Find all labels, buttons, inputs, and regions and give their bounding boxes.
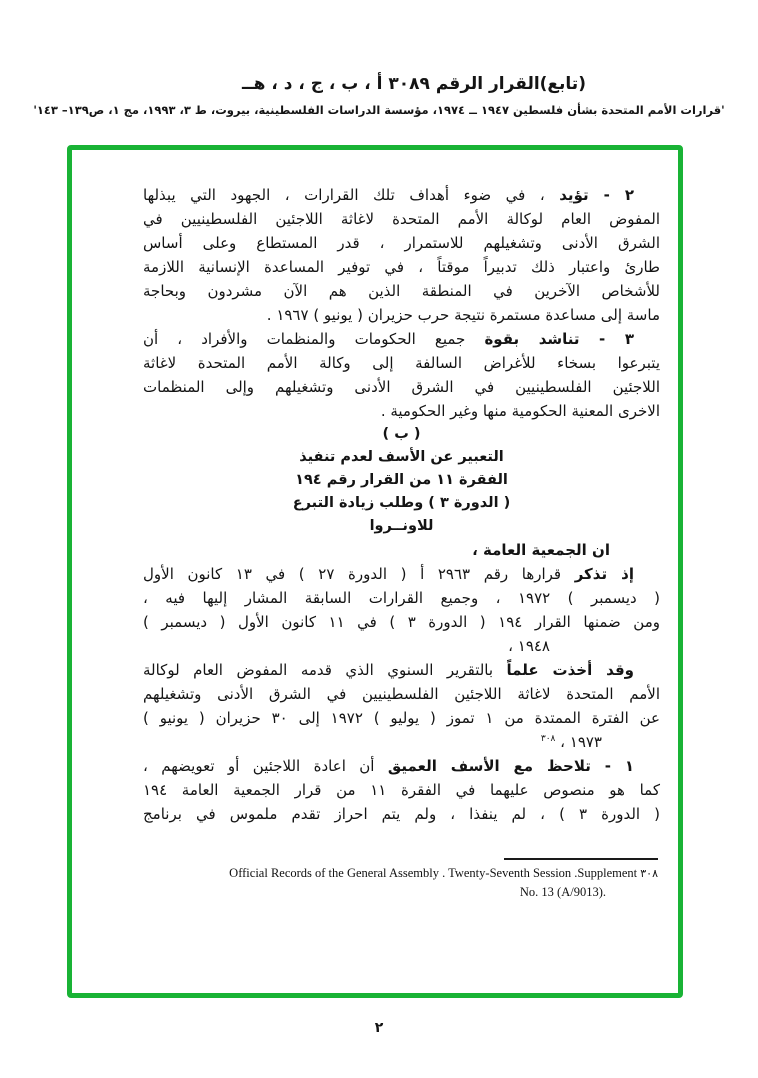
footnote-rule <box>504 858 658 860</box>
text-line: ٣ - تناشد بقوة جميع الحكومات والمنظمات والأفراد ، أن <box>143 330 635 348</box>
text-line: للأشخاص الآخرين في المنطقة الذين هم الآن مشردون وبحاجة <box>143 282 660 300</box>
page-number: ٢ <box>374 1020 384 1036</box>
footnote-number: ٣٠٨ <box>640 867 658 880</box>
text-line: التعبير عن الأسف لعدم تنفيذ <box>299 449 504 465</box>
text-line: ان الجمعية العامة ، <box>472 541 610 559</box>
text-line: يتبرعوا بسخاء للأغراض السالفة إلى وكالة الأمم المتحدة لاغاثة <box>143 354 660 372</box>
text-line: الأمم المتحدة لاغاثة اللاجئين الفلسطينيين في الشرق الأدنى وتشغيلهم <box>143 685 660 703</box>
text-line: ماسة إلى مساعدة مستمرة نتيجة حرب حزيران ( يونيو ) ١٩٦٧ . <box>266 306 660 324</box>
paragraph-idh-tadhkur <box>143 562 660 658</box>
text-line: الفقرة ١١ من القرار رقم ١٩٤ <box>295 472 508 488</box>
body-text <box>143 183 660 826</box>
source-citation: 'قرارات الأمم المتحدة بشأن فلسطين ١٩٤٧ ــ ١٩٧٤، مؤسسة الدراسات الفلسطينية، بيروت، ط ٣، ١٩٩٣، مج ١، ص١٣٩– ١٤٣' <box>33 103 725 117</box>
text-line: وقد أخذت علماً بالتقرير السنوي الذي قدمه المفوض العام لوكالة <box>143 661 634 679</box>
footnote-citation-line2: No. 13 (A/9013). <box>519 885 606 899</box>
document-title: (تابع)القرار الرقم ٣٠٨٩ أ ، ب ، ج ، د ، هــ <box>242 74 586 94</box>
text-line: ( الدورة ٣ ) وطلب زيادة التبرع <box>292 495 511 511</box>
text-line: الشرق الأدنى وتشغيلهم للاستمرار ، قدر المستطاع وعلى أساس <box>143 234 660 252</box>
paragraph-waqad-akhadhat <box>143 658 660 754</box>
text-line: ١ - تلاحظ مع الأسف العميق أن اعادة اللاجئين أو تعويضهم ، <box>143 757 634 775</box>
text-line: كما هو منصوص عليهما في الفقرة ١١ من قرار الجمعية العامة ١٩٤ <box>143 781 660 799</box>
text-line: المفوض العام لوكالة الأمم المتحدة لاغاثة اللاجئين الفلسطينيين في <box>143 210 660 228</box>
text-line: ١٩٧٣ ، $^{٣٠٨}$ <box>540 733 602 751</box>
text-line: عن الفترة الممتدة من ١ تموز ( يوليو ) ١٩٧٢ إلى ٣٠ حزيران ( يونيو ) <box>143 709 660 727</box>
text-line: إذ تذكر قرارها رقم ٢٩٦٣ أ ( الدورة ٢٧ ) في ١٣ كانون الأول <box>143 565 634 583</box>
text-line: ( ديسمبر ) ١٩٧٢ ، وجميع القرارات السابقة المشار إليها فيه ، <box>143 589 661 607</box>
section-b-heading <box>143 423 660 538</box>
paragraph-assembly-opening <box>143 538 660 562</box>
footnote-area <box>228 858 658 902</box>
paragraph-2-toayyid <box>143 183 660 327</box>
text-line: ( الدورة ٣ ) ، لم ينفذا ، ولم يتم احراز تقدم ملموس في برنامج <box>143 805 660 823</box>
text-line: ٢ - تؤيد ، في ضوء أهداف تلك القرارات ، الجهود التي يبذلها <box>143 186 634 204</box>
text-line: طارئ واعتبار ذلك تدبيراً موقتاً ، في توفير المساعدة الإنسانية اللازمة <box>143 258 660 276</box>
footnote-citation-text: Official Records of the General Assembly . Twenty-Seventh Session .Supplement <box>229 866 638 880</box>
text-line: ١٩٤٨ ، <box>508 637 550 655</box>
page-border-box <box>67 145 683 998</box>
footnote-citation <box>228 864 658 883</box>
text-line: ( ب ) <box>382 426 421 442</box>
text-line: ومن ضمنها القرار ١٩٤ ( الدورة ٣ ) في ١١ كانون الأول ( ديسمبر ) <box>143 613 660 631</box>
paragraph-3-tunashid <box>143 327 660 423</box>
text-line: الاخرى المعنية الحكومية منها وغير الحكومية . <box>380 402 660 420</box>
text-line: للاونــروا <box>369 518 434 534</box>
text-line: اللاجئين الفلسطينيين في الشرق الأدنى وتشغيلهم وإلى المنظمات <box>143 378 660 396</box>
paragraph-1-tulahiz <box>143 754 660 826</box>
